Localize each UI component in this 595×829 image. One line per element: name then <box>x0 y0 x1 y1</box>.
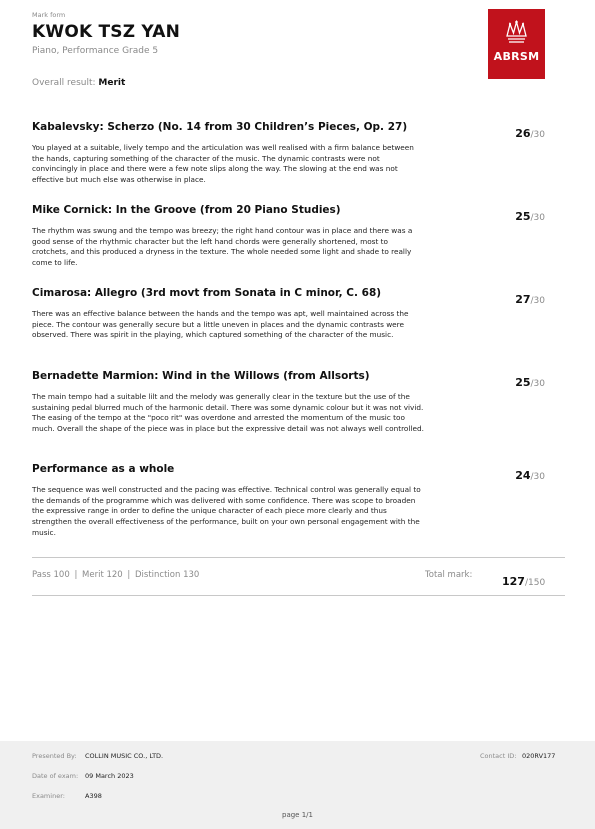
piece-title: Kabalevsky: Scherzo (No. 14 from 30 Children’s Pieces, Op. 27) <box>32 121 408 133</box>
grade-thresholds <box>32 570 199 580</box>
examiner-value: A398 <box>85 792 102 800</box>
mark-out-of: /30 <box>530 213 545 223</box>
piece-title: Bernadette Marmion: Wind in the Willows (from Allsorts) <box>32 370 370 382</box>
presented-by-value: COLLIN MUSIC CO., LTD. <box>85 752 164 760</box>
piece-1 <box>32 121 545 185</box>
piece-5 <box>32 463 545 537</box>
piece-3 <box>32 287 545 340</box>
total-mark-value: 127 <box>502 575 525 588</box>
total-mark-out-of: /150 <box>524 578 546 588</box>
mark-value: 24 <box>515 469 531 482</box>
piece-4 <box>32 370 545 434</box>
mark-out-of: /30 <box>530 130 545 140</box>
contact-id-value: 020RV177 <box>522 752 556 760</box>
piece-title: Performance as a whole <box>32 463 175 475</box>
piece-mark <box>485 205 545 224</box>
logo-text: ABRSM <box>493 50 540 63</box>
piece-2 <box>32 204 545 268</box>
abrsm-logo <box>488 9 545 79</box>
distinction-threshold: Distinction 130 <box>135 570 200 580</box>
divider-top <box>32 557 565 558</box>
piece-mark <box>485 288 545 307</box>
pass-threshold: Pass 100 <box>32 570 70 580</box>
mark-out-of: /30 <box>530 472 545 482</box>
merit-threshold: Merit 120 <box>82 570 123 580</box>
candidate-name: KWOK TSZ YAN <box>32 22 181 42</box>
piece-comment: The rhythm was swung and the tempo was breezy; the right hand contour was in place and there was a good sense of the rhythmic character but the left hand chords were generally shortened, most to crotchets, and this produced a dryness in the texture. The whole needed some light and shade to really come to life. <box>32 226 413 268</box>
separator: | <box>74 570 78 580</box>
total-mark <box>502 570 545 589</box>
piece-mark <box>485 122 545 141</box>
presented-by-label: Presented By: <box>32 752 77 760</box>
exam-date-label: Date of exam: <box>32 772 79 780</box>
mark-value: 25 <box>515 376 531 389</box>
crown-icon <box>505 20 528 44</box>
exam-title: Piano, Performance Grade 5 <box>32 46 159 56</box>
piece-comment: There was an effective balance between the hands and the tempo was apt, well maintained across the piece. The contour was generally secure but a little uneven in places and the dynamic contrasts were observed. There was spirit in the playing, which captured something of the character of the music. <box>32 309 409 340</box>
mark-value: 27 <box>515 293 531 306</box>
divider-bottom <box>32 595 565 596</box>
exam-date-value: 09 March 2023 <box>85 772 134 780</box>
piece-comment: You played at a suitable, lively tempo and the articulation was well realised with a firm balance between the hands, capturing something of the character of the music. The dynamic contrasts were not convincingly in place and there were a few note slips along the way. The slowing at the end was not effective but much else was otherwise in place. <box>32 143 414 185</box>
mark-value: 25 <box>515 210 531 223</box>
piece-mark <box>485 371 545 390</box>
piece-title: Cimarosa: Allegro (3rd movt from Sonata in C minor, C. 68) <box>32 287 382 299</box>
overall-result-label: Overall result: <box>32 78 96 88</box>
piece-title: Mike Cornick: In the Groove (from 20 Piano Studies) <box>32 204 341 216</box>
piece-mark <box>485 464 545 483</box>
piece-comment: The sequence was well constructed and the pacing was effective. Technical control was generally equal to the demands of the programme which was delivered with some confidence. There was scope to broaden the expressive range in order to define the unique character of each piece more clearly and thus strengthen the overall effectiveness of the performance, built on your own personal engagement with the music. <box>32 485 421 537</box>
separator: | <box>127 570 131 580</box>
page-number: page 1/1 <box>282 811 313 819</box>
form-label: Mark form <box>32 11 66 19</box>
mark-out-of: /30 <box>530 379 545 389</box>
footer <box>0 741 595 829</box>
overall-result-value: Merit <box>98 78 126 88</box>
overall-result <box>32 78 125 88</box>
mark-value: 26 <box>515 127 531 140</box>
contact-id-label: Contact ID: <box>480 752 517 760</box>
total-mark-label: Total mark: <box>425 570 473 580</box>
examiner-label: Examiner: <box>32 792 65 800</box>
mark-out-of: /30 <box>530 296 545 306</box>
piece-comment: The main tempo had a suitable lilt and the melody was generally clear in the texture but the use of the sustaining pedal blurred much of the harmonic detail. There was some dynamic colour but it was not vivid. The easing of the tempo at the "poco rit" was overdone and arrested the momentum of the music too much. Overall the shape of the piece was in place but the expressive detail was not always well controlled. <box>32 392 424 434</box>
